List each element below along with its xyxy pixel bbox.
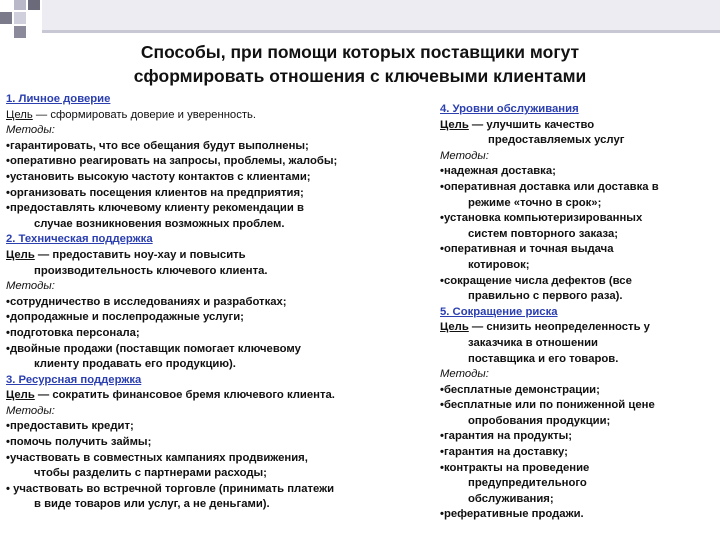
list-item: •гарантия на продукты; [440,430,573,443]
list-item-continuation: опробования продукции; [468,414,611,427]
section-risk-reduction-heading: 5. Сокращение риска [440,305,558,318]
goal-continuation: предоставляемых услуг [488,134,625,147]
methods-label: Методы: [440,149,489,162]
list-item: •оперативно реагировать на запросы, проблемы, жалобы; [6,155,338,168]
section-resource-support-heading: 3. Ресурсная поддержка [6,373,142,386]
section-service-levels-goal: Цель — улучшить качество [440,118,595,131]
goal-continuation: производительность ключевого клиента. [34,264,268,277]
title-line-2: сформировать отношения с ключевыми клиентами [133,66,587,86]
list-item: •контракты на проведение [440,461,590,474]
list-item: •оперативная и точная выдача [440,243,614,256]
goal-continuation: поставщика и его товаров. [468,352,619,365]
list-item: • участвовать во встречной торговле (принимать платежи [6,482,335,495]
list-item: •организовать посещения клиентов на предприятия; [6,186,304,199]
section-tech-support-goal: Цель — предоставить ноу-хау и повысить [6,248,246,261]
section-service-levels-heading: 4. Уровни обслуживания [440,103,579,115]
list-item-continuation: клиенту продавать его продукцию). [34,358,236,371]
section-tech-support-heading: 2. Техническая поддержка [6,233,153,246]
list-item-continuation: правильно с первого раза). [468,290,623,303]
list-item: •двойные продажи (поставщик помогает ключевому [6,342,301,355]
list-item: •предоставить кредит; [6,420,134,433]
list-item-continuation: систем повторного заказа; [468,227,619,240]
list-item-continuation: в виде товаров или услуг, а не деньгами). [34,498,270,511]
list-item: •сокращение числа дефектов (все [440,274,632,287]
methods-label: Методы: [440,368,489,381]
list-item-continuation: случае возникновения возможных проблем. [34,217,285,230]
list-item: •помочь получить займы; [6,436,152,449]
list-item: •установка компьютеризированных [440,212,643,225]
methods-label: Методы: [6,124,55,137]
list-item: •предоставлять ключевому клиенту рекомендации в [6,202,304,215]
list-item: •надежная доставка; [440,165,556,178]
section-personal-trust-goal: Цель — сформировать доверие и уверенность. [6,108,257,121]
list-item-continuation: предупредительного [468,477,587,490]
list-item: •реферативные продажи. [440,508,584,521]
list-item: •участвовать в совместных кампаниях продвижения, [6,451,308,464]
methods-label: Методы: [6,280,55,293]
section-personal-trust-heading: 1. Личное доверие [6,93,111,105]
list-item-continuation: чтобы разделить с партнерами расходы; [34,467,267,480]
list-item: •гарантия на доставку; [440,446,568,459]
title-line-1: Способы, при помощи которых поставщики могут [140,42,580,62]
list-item: •бесплатные демонстрации; [440,383,600,396]
list-item-continuation: режиме «точно в срок»; [468,196,602,209]
list-item-continuation: котировок; [468,258,530,271]
list-item: •сотрудничество в исследованиях и разработках; [6,295,287,308]
list-item: •подготовка персонала; [6,326,140,339]
left-column [6,92,424,513]
goal-continuation: заказчика в отношении [468,336,598,349]
section-resource-support-goal: Цель — сократить финансовое бремя ключевого клиента. [6,389,335,402]
list-item: •бесплатные или по пониженной цене [440,399,655,412]
list-item-continuation: обслуживания; [468,492,554,505]
methods-label: Методы: [6,404,55,417]
list-item: •допродажные и послепродажные услуги; [6,311,244,324]
page-title [70,40,650,88]
right-column [440,102,716,523]
list-item: •оперативная доставка или доставка в [440,180,659,193]
decorative-header-squares [0,0,720,40]
section-risk-reduction-goal: Цель — снизить неопределенность у [440,321,650,334]
list-item: •гарантировать, что все обещания будут выполнены; [6,139,309,152]
list-item: •установить высокую частоту контактов с клиентами; [6,170,311,183]
